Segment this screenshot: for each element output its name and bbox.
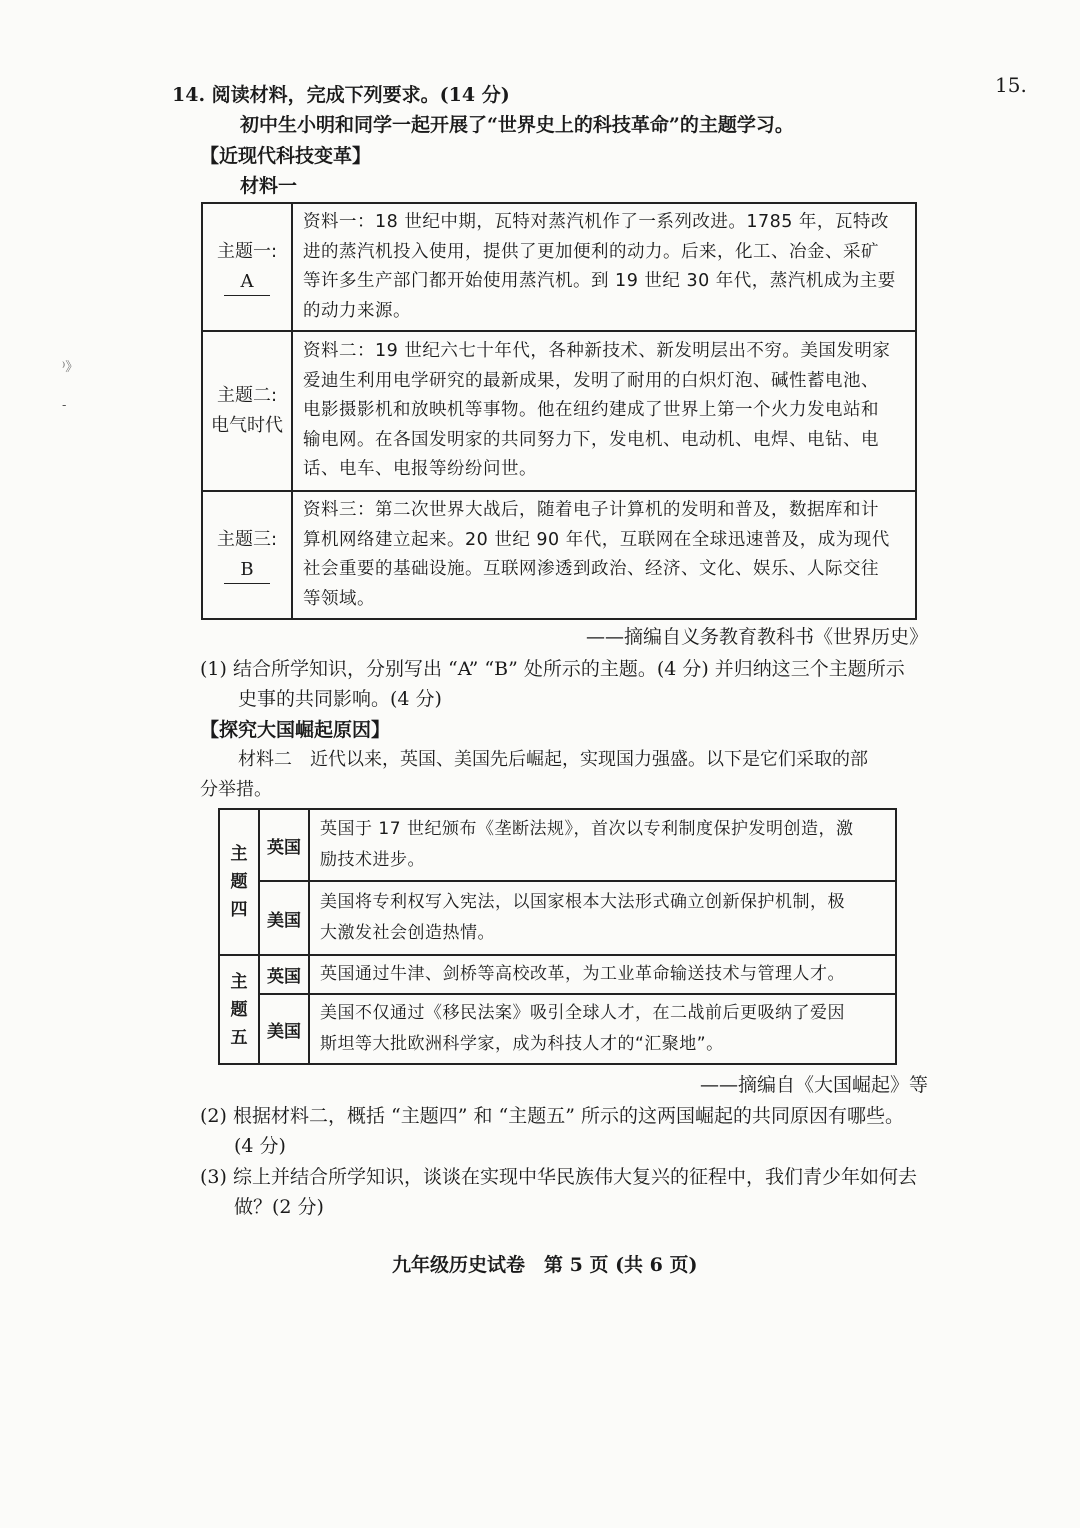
country-cell: 英国 <box>259 809 309 881</box>
question-title: 14. 阅读材料，完成下列要求。(14 分) <box>172 84 510 106</box>
material-cell <box>292 491 916 619</box>
table-row <box>202 203 916 331</box>
topic-char: 四 <box>230 900 248 920</box>
material-line: 资料一：18 世纪中期，瓦特对蒸汽机作了一系列改进。1785 年，瓦特改 <box>303 212 889 232</box>
page-footer: 九年级历史试卷 第 5 页 (共 6 页) <box>392 1254 698 1276</box>
country-cell: 美国 <box>259 881 309 955</box>
material-cell <box>292 331 916 491</box>
table-row <box>219 881 896 955</box>
material-line: 进的蒸汽机投入使用，提供了更加便利的动力。后来，化工、冶金、采矿 <box>303 241 879 262</box>
material-line: 电影摄影机和放映机等事物。他在纽约建成了世界上第一个火力发电站和 <box>303 400 879 421</box>
material-line: 资料二：19 世纪六七十年代，各种新技术、新发明层出不穷。美国发明家 <box>303 341 891 362</box>
country-cell: 英国 <box>259 955 309 994</box>
corner-page-number: 15. <box>995 73 1027 97</box>
question-1-line-1: (1) 结合所学知识，分别写出 “A” “B” 处所示的主题。(4 分) 并归纳这三个主题所示 <box>200 658 905 680</box>
section-heading-2: 【探究大国崛起原因】 <box>200 719 391 741</box>
material-line: 输电网。在各国发明家的共同努力下，发电机、电动机、电焊、电钻、电 <box>303 429 879 450</box>
material-two-line-1: 材料二 近代以来，英国、美国先后崛起，实现国力强盛。以下是它们采取的部 <box>238 749 868 770</box>
question-3-line-2: 做？(2 分) <box>234 1196 324 1218</box>
topic-char: 题 <box>230 999 248 1020</box>
topic-char: 题 <box>230 872 248 892</box>
topic-four-cell <box>219 809 259 955</box>
material-line: 算机网络建立起来。20 世纪 90 年代，互联网在全球迅速普及，成为现代 <box>303 529 890 550</box>
material-line: 资料三：第二次世界大战后，随着电子计算机的发明和普及，数据库和计 <box>303 500 879 520</box>
measure-cell <box>309 809 896 881</box>
source-two: ——摘编自《大国崛起》等 <box>700 1074 929 1096</box>
topic-cell <box>202 331 292 491</box>
measure-cell <box>309 994 896 1064</box>
material-line: 的动力来源。 <box>303 300 411 321</box>
topic-value: 电气时代 <box>211 415 283 436</box>
material-line: 社会重要的基础设施。互联网渗透到政治、经济、文化、娱乐、人际交往 <box>303 559 879 579</box>
material-label-1: 材料一 <box>240 175 298 197</box>
question-1-line-2: 史事的共同影响。(4 分) <box>238 688 442 710</box>
margin-mark: ⁾》 <box>62 360 79 375</box>
table-row <box>202 331 916 491</box>
material-two-line-2: 分举措。 <box>200 779 272 800</box>
table-row <box>202 491 916 619</box>
measure-line: 大激发社会创造热情。 <box>320 923 495 943</box>
material-cell <box>292 203 916 331</box>
measure-line: 斯坦等大批欧洲科学家，成为科技人才的“汇聚地”。 <box>320 1034 724 1054</box>
measure-cell <box>309 955 896 994</box>
material-line: 等领域。 <box>303 588 375 609</box>
question-3-line-1: (3) 综上并结合所学知识，谈谈在实现中华民族伟大复兴的征程中，我们青少年如何去 <box>200 1166 917 1188</box>
material-line: 爱迪生利用电学研究的最新成果，发明了耐用的白炽灯泡、碱性蓄电池、 <box>303 370 879 391</box>
table-row <box>219 955 896 994</box>
measure-cell <box>309 881 896 955</box>
material-one-table <box>201 202 917 620</box>
topic-cell <box>202 491 292 619</box>
table-row <box>219 809 896 881</box>
question-intro: 初中生小明和同学一起开展了“世界史上的科技革命”的主题学习。 <box>240 114 794 136</box>
topic-char: 五 <box>230 1027 248 1048</box>
topic-char: 主 <box>230 844 248 864</box>
margin-mark: - <box>62 398 67 413</box>
measure-line: 励技术进步。 <box>320 850 425 870</box>
question-2-line-1: (2) 根据材料二，概括 “主题四” 和 “主题五” 所示的这两国崛起的共同原因有哪些。 <box>200 1105 904 1127</box>
country-cell: 美国 <box>259 994 309 1064</box>
topic-blank: A <box>224 269 270 296</box>
topic-label: 主题三: <box>216 529 278 550</box>
measure-line: 英国通过牛津、剑桥等高校改革，为工业革命输送技术与管理人才。 <box>320 964 845 984</box>
topic-five-cell <box>219 955 259 1064</box>
material-line: 等许多生产部门都开始使用蒸汽机。到 19 世纪 30 年代，蒸汽机成为主要 <box>303 271 896 291</box>
topic-label: 主题二: <box>216 385 278 406</box>
topic-char: 主 <box>230 971 248 992</box>
source-one: ——摘编自义务教育教科书《世界历史》 <box>586 626 929 648</box>
section-heading-1: 【近现代科技变革】 <box>200 145 372 167</box>
topic-label: 主题一: <box>216 241 278 262</box>
measure-line: 美国将专利权写入宪法，以国家根本大法形式确立创新保护机制，极 <box>320 892 845 912</box>
topic-blank: B <box>224 557 270 584</box>
measure-line: 英国于 17 世纪颁布《垄断法规》，首次以专利制度保护发明创造，激 <box>320 819 854 839</box>
question-2-line-2: (4 分) <box>234 1135 286 1157</box>
material-two-table <box>218 808 897 1065</box>
table-row <box>219 994 896 1064</box>
measure-line: 美国不仅通过《移民法案》吸引全球人才，在二战前后更吸纳了爱因 <box>320 1003 845 1023</box>
material-line: 话、电车、电报等纷纷问世。 <box>303 459 537 480</box>
topic-cell <box>202 203 292 331</box>
